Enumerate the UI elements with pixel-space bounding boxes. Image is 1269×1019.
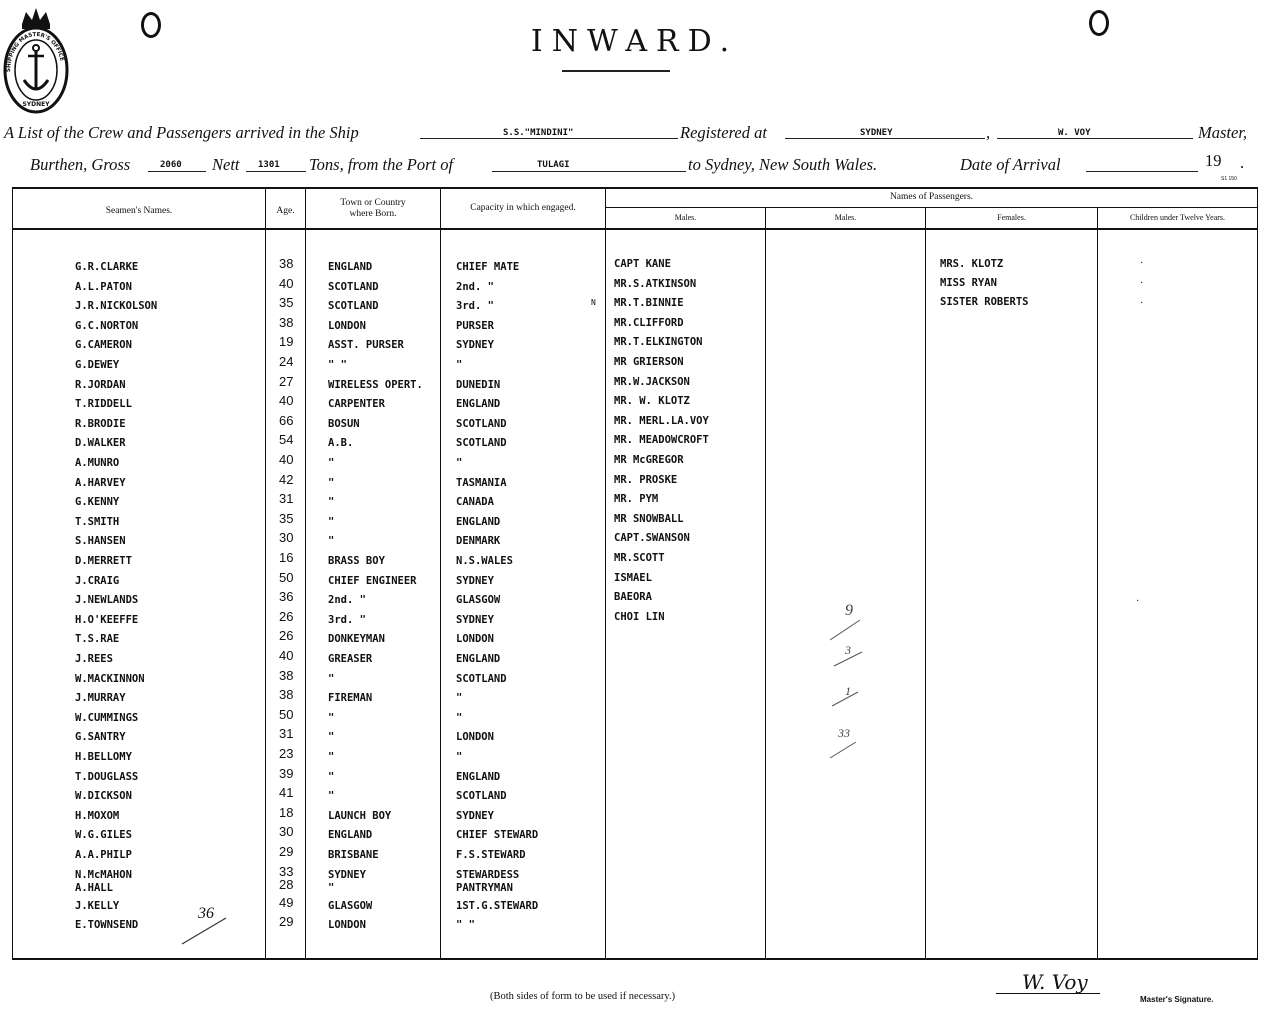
tons-port-label: Tons, from the Port of — [309, 155, 454, 174]
table-top-rule — [12, 187, 1258, 189]
col-rule-right — [1257, 188, 1258, 959]
female-passenger: MRS. KLOTZ — [940, 258, 1004, 270]
seaman-age: 40 — [279, 648, 294, 663]
col-seamen-header: Seamen's Names. — [105, 206, 173, 216]
nett-tons: 1301 — [258, 160, 280, 170]
seaman-capacity: " — [456, 711, 463, 724]
col-rule-2 — [305, 188, 306, 959]
male-passenger: MR. MEADOWCROFT — [614, 434, 709, 447]
registered-port: SYDNEY — [860, 128, 893, 138]
seaman-capacity: ENGLAND — [456, 515, 501, 528]
seaman-capacity: N.S.WALES — [456, 555, 513, 567]
seaman-age: 66 — [279, 412, 294, 428]
title-underline — [562, 70, 670, 72]
seaman-town: " — [328, 751, 335, 763]
seaman-capacity: 2nd. " — [456, 280, 494, 293]
master-signature: W. Voy — [1022, 970, 1088, 994]
seaman-town: LONDON — [328, 919, 366, 932]
pencil-tally: 3 — [845, 643, 851, 657]
seaman-town: ENGLAND — [328, 829, 373, 842]
seaman-name: A.MUNRO — [75, 457, 120, 469]
seaman-name: G.SANTRY — [75, 731, 126, 744]
seaman-town: BRISBANE — [328, 849, 379, 861]
seaman-name: S.HANSEN — [75, 535, 126, 548]
seaman-name: R.JORDAN — [75, 378, 126, 391]
seaman-age: 30 — [279, 824, 294, 840]
seaman-name: T.RIDDELL — [75, 398, 132, 411]
seaman-town: A.B. — [328, 437, 354, 450]
registered-blank — [785, 138, 985, 139]
seaman-age: 26 — [279, 608, 294, 624]
seaman-town: " — [328, 770, 335, 783]
passenger-group-rule — [605, 207, 1258, 208]
seaman-name: A.HARVEY — [75, 476, 126, 489]
male-passenger: CAPT.SWANSON — [614, 532, 690, 545]
pencil-tally: 1 — [845, 684, 851, 698]
seaman-capacity: DUNEDIN — [456, 378, 501, 391]
seaman-town: GLASGOW — [328, 899, 373, 912]
seaman-age: 24 — [279, 354, 294, 369]
seaman-town: " — [328, 476, 335, 489]
col-passengers-header: Names of Passengers. — [889, 192, 974, 202]
nett-blank — [246, 171, 306, 172]
seaman-town: DONKEYMAN — [328, 633, 385, 646]
seaman-name: W.CUMMINGS — [75, 711, 139, 724]
seaman-capacity: F.S.STEWARD — [456, 849, 526, 861]
seaman-capacity: LONDON — [456, 731, 494, 744]
male-passenger: MR SNOWBALL — [614, 512, 684, 525]
seaman-name: J.KELLY — [75, 899, 120, 912]
seaman-town: SCOTLAND — [328, 280, 379, 293]
seaman-capacity: LONDON — [456, 633, 494, 646]
seaman-age: 23 — [279, 746, 294, 761]
col-children-header: Children under Twelve Years. — [1129, 213, 1226, 222]
seaman-town: " — [328, 672, 335, 685]
male-passenger: CAPT KANE — [614, 258, 671, 270]
seaman-age: 31 — [279, 491, 294, 507]
seaman-capacity: " — [456, 751, 463, 763]
seaman-name: G.C.NORTON — [75, 319, 139, 332]
seaman-capacity: STEWARDESS — [456, 868, 520, 881]
seaman-age: 50 — [279, 706, 294, 722]
seaman-capacity: SCOTLAND — [456, 672, 507, 685]
seaman-age: 40 — [279, 275, 294, 291]
children-dot: · — [1136, 596, 1140, 607]
seaman-town: " — [328, 496, 335, 509]
seaman-capacity: DENMARK — [456, 535, 501, 548]
seaman-age: 35 — [279, 510, 294, 526]
page-title: INWARD. — [530, 24, 739, 59]
seaman-name: G.CAMERON — [75, 339, 132, 352]
seaman-capacity: SYDNEY — [456, 574, 494, 587]
seal-ring-text: SHIPPING MASTER'S OFFICE — [5, 31, 65, 73]
seaman-age: 40 — [279, 452, 294, 467]
col-rule-3 — [440, 188, 441, 959]
seaman-capacity: CHIEF MATE — [456, 261, 520, 273]
seaman-town: WIRELESS OPERT. — [328, 378, 423, 391]
ship-name: S.S."MINDINI" — [503, 128, 574, 138]
seaman-age: 42 — [279, 471, 294, 487]
seaman-age: 49 — [279, 894, 294, 910]
seaman-capacity: PURSER — [456, 319, 494, 332]
col-town-header: Town or Country where Born. — [340, 198, 406, 219]
seaman-town: CHIEF ENGINEER — [328, 574, 417, 587]
col-females-header: Females. — [997, 213, 1026, 222]
seaman-name: A.A.PHILP — [75, 849, 132, 861]
seaman-name: H.MOXOM — [75, 809, 120, 822]
seaman-age: 38 — [279, 314, 294, 330]
master-label: Master, — [1198, 123, 1248, 142]
table-bottom-rule — [12, 958, 1258, 960]
female-passenger: SISTER ROBERTS — [940, 296, 1029, 308]
male-passenger: CHOI LIN — [614, 610, 665, 623]
seaman-town: FIREMAN — [328, 692, 373, 705]
seaman-town: CARPENTER — [328, 398, 385, 411]
seaman-name: T.DOUGLASS — [75, 770, 139, 783]
master-name: W. VOY — [1058, 128, 1091, 138]
seaman-capacity: PANTRYMAN — [456, 882, 513, 895]
seaman-town: 2nd. " — [328, 594, 366, 607]
seaman-town: " — [328, 457, 335, 469]
col-rule-6 — [925, 208, 926, 959]
seaman-town: " — [328, 731, 335, 744]
seaman-age: 30 — [279, 530, 294, 546]
seaman-age: 39 — [279, 765, 294, 781]
col-rule-4 — [605, 188, 606, 959]
arrival-label: Date of Arrival — [960, 155, 1061, 174]
total-tally: 36 — [198, 905, 214, 922]
seaman-age: 19 — [279, 334, 294, 350]
signature-label: Master's Signature. — [1140, 995, 1214, 1004]
seaman-town: SYDNEY — [328, 868, 366, 881]
seaman-name: T.S.RAE — [75, 633, 120, 646]
seaman-name: A.HALL — [75, 882, 113, 895]
seaman-capacity: GLASGOW — [456, 594, 501, 607]
port-blank — [492, 171, 686, 172]
seaman-town: GREASER — [328, 653, 373, 665]
male-passenger: MR. W. KLOTZ — [614, 395, 690, 408]
seaman-capacity: " — [456, 692, 463, 705]
seaman-capacity: CHIEF STEWARD — [456, 829, 539, 842]
port-of-departure: TULAGI — [537, 160, 570, 170]
pencil-tally: 9 — [845, 602, 853, 619]
seaman-town: LONDON — [328, 319, 366, 332]
col-rule-left — [12, 188, 13, 959]
seaman-age: 29 — [279, 914, 294, 930]
seaman-name: E.TOWNSEND — [75, 919, 139, 932]
seaman-name: J.NEWLANDS — [75, 594, 139, 607]
seaman-capacity: " — [456, 457, 463, 469]
master-blank — [997, 138, 1193, 139]
seaman-name: G.R.CLARKE — [75, 261, 139, 273]
seaman-name: D.WALKER — [75, 437, 126, 450]
seaman-name: J.R.NICKOLSON — [75, 300, 158, 313]
seaman-town: " — [328, 535, 335, 548]
seaman-town: LAUNCH BOY — [328, 809, 392, 822]
header-line1-label: A List of the Crew and Passengers arrived in the Ship — [4, 123, 359, 142]
col-rule-7 — [1097, 208, 1098, 959]
seaman-name: R.BRODIE — [75, 417, 126, 430]
seal-bottom-text: SYDNEY — [22, 101, 50, 108]
footer-note: (Both sides of form to be used if necessary.) — [490, 991, 676, 1002]
table-header-rule — [12, 228, 1258, 230]
seaman-age: 38 — [279, 687, 294, 703]
seaman-capacity: TASMANIA — [456, 476, 507, 489]
col-males1-header: Males. — [674, 213, 697, 222]
male-passenger: MR. PYM — [614, 493, 659, 506]
col-age-header: Age. — [276, 206, 295, 216]
seaman-capacity: CANADA — [456, 496, 494, 509]
seaman-age: 40 — [279, 393, 294, 409]
seaman-town: SCOTLAND — [328, 300, 379, 313]
seaman-name: H.BELLOMY — [75, 751, 132, 763]
male-passenger: MR.S.ATKINSON — [614, 277, 697, 290]
seaman-age: 50 — [279, 569, 294, 585]
male-passenger: MR.T.BINNIE — [614, 297, 684, 310]
col-rule-1 — [265, 188, 266, 959]
seaman-age: 38 — [279, 256, 294, 271]
seaman-age: 26 — [279, 628, 294, 644]
male-passenger: MR.W.JACKSON — [614, 375, 690, 388]
nett-label: Nett — [212, 155, 240, 174]
seaman-capacity: SYDNEY — [456, 613, 494, 626]
seaman-capacity: 1ST.G.STEWARD — [456, 899, 539, 912]
pencil-tally: 33 — [838, 726, 850, 740]
to-sydney-label: to Sydney, New South Wales. — [688, 155, 878, 174]
female-passenger: MISS RYAN — [940, 277, 997, 289]
seaman-capacity: SCOTLAND — [456, 437, 507, 450]
seaman-capacity: SYDNEY — [456, 339, 494, 352]
seaman-name: D.MERRETT — [75, 555, 132, 567]
seaman-town: ASST. PURSER — [328, 339, 404, 352]
seaman-capacity: ENGLAND — [456, 398, 501, 411]
seaman-age: 28 — [279, 877, 294, 893]
burthen-label: Burthen, Gross — [30, 155, 131, 174]
seaman-age: 33 — [279, 863, 294, 879]
seaman-age: 16 — [279, 550, 294, 565]
male-passenger: ISMAEL — [614, 571, 652, 584]
seaman-town: " — [328, 711, 335, 724]
seaman-capacity: " — [456, 359, 463, 371]
seaman-name: G.DEWEY — [75, 359, 120, 371]
seaman-capacity: ENGLAND — [456, 653, 501, 665]
gross-blank — [148, 171, 206, 172]
seaman-age: 35 — [279, 295, 294, 311]
seaman-age: 36 — [279, 589, 294, 605]
seaman-town: " " — [328, 359, 347, 371]
seaman-capacity: SCOTLAND — [456, 790, 507, 803]
children-dot: · — [1140, 278, 1144, 289]
seaman-name: W.G.GILES — [75, 829, 132, 842]
seaman-capacity: " " — [456, 919, 475, 932]
seaman-age: 38 — [279, 667, 294, 683]
seaman-name: N.McMAHON — [75, 868, 132, 881]
arrival-year: 19 — [1205, 151, 1222, 170]
col-males2-header: Males. — [834, 213, 857, 222]
seaman-age: 18 — [279, 804, 294, 820]
seaman-town: " — [328, 790, 335, 803]
seaman-capacity: ENGLAND — [456, 770, 501, 783]
male-passenger: MR.CLIFFORD — [614, 316, 684, 329]
male-passenger: MR.SCOTT — [614, 552, 665, 564]
col-rule-5 — [765, 208, 766, 959]
children-dot: · — [1140, 298, 1144, 309]
seaman-name: A.L.PATON — [75, 280, 132, 293]
seaman-town: BRASS BOY — [328, 555, 385, 567]
registered-label: Registered at — [680, 123, 767, 142]
seaman-capacity: SYDNEY — [456, 809, 494, 822]
seaman-name: T.SMITH — [75, 515, 120, 528]
seaman-town: BOSUN — [328, 417, 360, 430]
male-passenger: MR McGREGOR — [614, 454, 684, 466]
seaman-capacity: SCOTLAND — [456, 417, 507, 430]
male-passenger: MR. MERL.LA.VOY — [614, 414, 709, 427]
seaman-name: W.DICKSON — [75, 790, 132, 803]
seaman-name: G.KENNY — [75, 496, 120, 509]
seaman-name: H.O'KEEFFE — [75, 613, 139, 626]
seaman-age: 41 — [279, 785, 294, 801]
arrival-blank — [1086, 171, 1198, 172]
male-passenger: MR. PROSKE — [614, 473, 678, 486]
seaman-town: " — [328, 882, 335, 895]
male-passenger: MR GRIERSON — [614, 356, 684, 368]
children-dot: · — [1140, 258, 1144, 269]
gross-tons: 2060 — [160, 160, 182, 170]
seaman-town: ENGLAND — [328, 261, 373, 273]
male-passenger: BAEORA — [614, 591, 652, 604]
male-passenger: MR.T.ELKINGTON — [614, 336, 703, 349]
seaman-age: 27 — [279, 373, 294, 389]
seaman-age: 31 — [279, 726, 294, 742]
total-tally-stroke — [180, 912, 230, 948]
seaman-age: 29 — [279, 844, 294, 859]
seaman-name: W.MACKINNON — [75, 672, 145, 685]
seaman-town: 3rd. " — [328, 613, 366, 626]
pencil-strokes — [820, 600, 880, 770]
ship-blank — [420, 138, 678, 139]
form-number: S1 150 — [1221, 176, 1237, 182]
seaman-town: " — [328, 515, 335, 528]
seaman-name: J.REES — [75, 653, 113, 665]
seaman-name: J.MURRAY — [75, 692, 126, 705]
stray-mark: N — [591, 298, 596, 307]
seaman-age: 54 — [279, 432, 294, 448]
col-capacity-header: Capacity in which engaged. — [470, 203, 576, 213]
seaman-name: J.CRAIG — [75, 574, 120, 587]
seaman-capacity: 3rd. " — [456, 300, 494, 313]
